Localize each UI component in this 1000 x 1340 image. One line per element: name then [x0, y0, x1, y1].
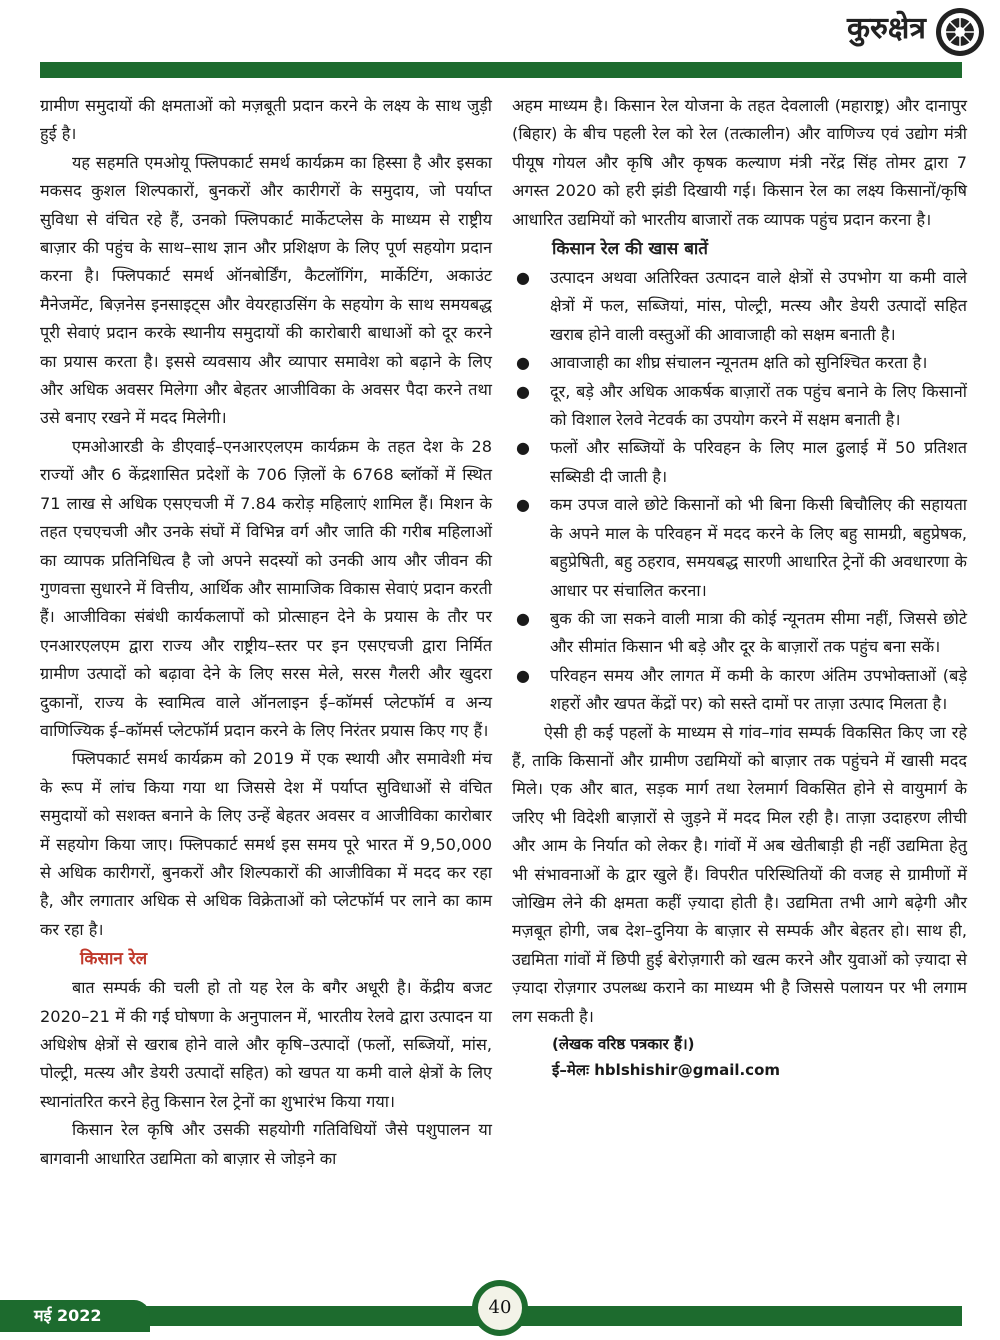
list-item-text: उत्पादन अथवा अतिरिक्त उत्पादन वाले क्षेत्रों से उपभोग या कमी वाले क्षेत्रों में फल, सब्जियां, मांस, पोल्ट्री, मत्स्य और डेयरी उत्पादों सहित खराब होने वाली वस्तुओं की आवाजाही को सक्षम बनाती है।	[550, 268, 967, 344]
list-item	[512, 662, 967, 719]
list-item-text: परिवहन समय और लागत में कमी के कारण अंतिम उपभोक्ताओं (बड़े शहरों और खपत केंद्रों पर) को सस्ते दामों पर ताज़ा उत्पाद मिलता है।	[550, 665, 967, 714]
bullet-list	[512, 264, 967, 719]
list-item-text: फलों और सब्जियों के परिवहन के लिए माल ढुलाई में 50 प्रतिशत सब्सिडी दी जाती है।	[550, 438, 967, 486]
list-item	[512, 378, 967, 435]
paragraph: फ्लिपकार्ट समर्थ कार्यक्रम को 2019 में एक स्थायी और समावेशी मंच के रूप में लांच किया गया था जिससे देश में पर्याप्त सुविधाओं से वंचित समुदायों को सशक्त बनाने के लिए उन्हें बेहतर अवसर व आजीविका कारोबार में सहयोग किया जाए। फ्लिपकार्ट समर्थ इस समय पूरे भारत में 9,50,000 से अधिक कारीगरों, बुनकरों और शिल्पकारों की आजीविका में मदद कर रहा है, और लगातार अधिक से अधिक विक्रेताओं को प्लेटफॉर्म पर लाने का काम कर रहा है।	[40, 749, 492, 939]
page-number: 40	[478, 1286, 522, 1330]
left-column	[40, 92, 492, 1173]
header-bar	[40, 62, 962, 78]
section-heading: किसान रेल की खास बातें	[552, 239, 709, 260]
right-column	[512, 92, 967, 1083]
wheel-emblem-icon	[934, 6, 986, 58]
paragraph: ऐसी ही कई पहलों के माध्यम से गांव–गांव सम्पर्क विकसित किए जा रहे हैं, ताकि किसानों और ग्रामीण उद्यमियों को बाज़ार तक पहुंचने में खासी मदद मिले। एक और बात, सड़क मार्ग तथा रेलमार्ग विकसित होने से वायुमार्ग के जरिए भी विदेशी बाज़ारों से जुड़ने में मदद मिल रही है। ताज़ा उदाहरण लीची और आम के निर्यात को लेकर है। गांवों में अब खेतीबाड़ी ही नहीं उद्यमिता हेतु भी संभावनाओं के द्वार खुले हैं। विपरीत परिस्थितियों की वजह से ग्रामीणों में जोखिम लेने की क्षमता कहीं ज़्यादा होती है। उद्यमिता तभी आगे बढ़ेगी और मज़बूत होगी, जब देश–दुनिया के बाज़ार से सम्पर्क और बेहतर हो। साथ ही, उद्यमिता गांवों में छिपी हुई बेरोज़गारी को खत्म करने और युवाओं को ज़्यादा से ज़्यादा रोज़गार उपलब्ध कराने का माध्यम भी है जिससे पलायन पर भी लगाम लग सकती है।	[512, 722, 967, 1026]
paragraph: बात सम्पर्क की चली हो तो यह रेल के बगैर अधूरी है। केंद्रीय बजट 2020–21 में की गई घोषणा के अनुपालन में, भारतीय रेलवे द्वारा उत्पादन या अधिशेष क्षेत्रों से खराब होने वाले और कृषि–उत्पादों (फलों, सब्जियों, मांस, पोल्ट्री, मत्स्य और डेयरी उत्पादों सहित) को खपत या कमी वाले क्षेत्रों के लिए स्थानांतरित करने हेतु किसान रेल ट्रेनों का शुभारंभ किया गया।	[40, 978, 492, 1111]
list-item-text: बुक की जा सकने वाली मात्रा की कोई न्यूनतम सीमा नहीं, जिससे छोटे और सीमांत किसान भी बड़े और दूर के बाज़ारों तक पहुंच बना सकें।	[550, 608, 967, 657]
paragraph: ग्रामीण समुदायों की क्षमताओं को मज़बूती प्रदान करने के लक्ष्य के साथ जुड़ी हुई है।	[40, 96, 492, 144]
list-item	[512, 605, 967, 662]
magazine-title: कुरुक्षेत्र	[846, 11, 926, 46]
list-item	[512, 264, 967, 349]
paragraph: अहम माध्यम है। किसान रेल योजना के तहत देवलाली (महाराष्ट्र) और दानापुर (बिहार) के बीच पहली रेल को रेल (तत्कालीन) और वाणिज्य एवं उद्योग मंत्री पीयूष गोयल और कृषि और कृषक कल्याण मंत्री नरेंद्र सिंह तोमर द्वारा 7 अगस्त 2020 को हरी झंडी दिखायी गई। किसान रेल का लक्ष्य किसानों/कृषि आधारित उद्यमियों को भारतीय बाजारों तक व्यापक पहुंच प्रदान करना है।	[512, 96, 967, 229]
bullet-icon: ●	[516, 353, 530, 373]
bullet-icon: ●	[516, 495, 530, 515]
author-note: (लेखक वरिष्ठ पत्रकार हैं।)	[552, 1035, 695, 1053]
section-heading: किसान रेल	[80, 949, 148, 970]
list-item	[512, 434, 967, 491]
bullet-icon: ●	[516, 438, 530, 458]
paragraph: यह सहमति एमओयू फ्लिपकार्ट समर्थ कार्यक्रम का हिस्सा है और इसका मकसद कुशल शिल्पकारों, बुनकरों और कारीगरों के समुदाय, जो पर्याप्त सुविधा से वंचित रहे हैं, उनको फ्लिपकार्ट मार्केटप्लेस के माध्यम से राष्ट्रीय बाज़ार की पहुंच के साथ–साथ ज्ञान और प्रशिक्षण के लिए पूर्ण सहयोग प्रदान करना है। फ्लिपकार्ट समर्थ ऑनबोर्डिंग, कैटलॉगिंग, मार्केटिंग, अकाउंट मैनेजमेंट, बिज़नेस इनसाइट्स और वेयरहाउसिंग के सहयोग के साथ समयबद्ध पूरी सेवाएं प्रदान करके स्थानीय समुदायों की कारोबारी बाधाओं को दूर करने का प्रयास करता है। इससे व्यवसाय और व्यापार समावेश को बढ़ाने के लिए और अधिक अवसर मिलेगा और बेहतर आजीविका के अवसर पैदा करने तथा उसे बनाए रखने में मदद मिलेगी।	[40, 152, 492, 428]
paragraph: किसान रेल कृषि और उसकी सहयोगी गतिविधियों जैसे पशुपालन या बागवानी आधारित उद्यमिता को बाज़ार से जोड़ने का	[40, 1120, 492, 1168]
page-number-badge	[472, 1280, 528, 1336]
issue-date: मई 2022	[0, 1300, 150, 1332]
list-item	[512, 491, 967, 605]
list-item-text: कम उपज वाले छोटे किसानों को भी बिना किसी बिचौलिए की सहायता के अपने माल के परिवहन में मदद करने के लिए बहु सामग्री, बहुप्रेषक, बहुप्रेषिती, बहु ठहराव, समयबद्ध सारणी आधारित ट्रेनों की अवधारणा के आधार पर संचालित करना।	[550, 495, 967, 600]
list-item-text: आवाजाही का शीघ्र संचालन न्यूनतम क्षति को सुनिश्चित करता है।	[550, 353, 928, 373]
bullet-icon: ●	[516, 608, 530, 628]
bullet-icon: ●	[516, 268, 530, 288]
author-email: ई–मेलः hblshishir@gmail.com	[552, 1061, 781, 1079]
paragraph: एमओआरडी के डीएवाई–एनआरएलएम कार्यक्रम के तहत देश के 28 राज्यों और 6 केंद्रशासित प्रदेशों के 706 ज़िलों के 6768 ब्लॉकों में स्थित 71 लाख से अधिक एसएचजी में 7.84 करोड़ महिलाएं शामिल हैं। मिशन के तहत एचएचजी और उनके संघों में विभिन्न वर्ग और जाति की गरीब महिलाओं का व्यापक प्रतिनिधित्व है जो अपने सदस्यों को उनकी आय और जीवन की गुणवत्ता सुधारने में वित्तीय, आर्थिक और सामाजिक विकास सेवाएं प्रदान करती हैं। आजीविका संबंधी कार्यकलापों को प्रोत्साहन देने के प्रयास के तौर पर एनआरएलएम द्वारा राज्य और राष्ट्रीय–स्तर पर इन एसएचजी द्वारा निर्मित ग्रामीण उत्पादों को बढ़ावा देने के लिए सरस मेले, सरस गैलरी और खुदरा दुकानों, राज्य के स्वामित्व वाले ऑनलाइन ई–कॉमर्स प्लेटफॉर्म व अन्य वाणिज्यिक ई–कॉमर्स प्लेटफॉर्म प्रदान करने के लिए निरंतर प्रयास किए गए हैं।	[40, 436, 492, 740]
list-item	[512, 349, 967, 377]
bullet-icon: ●	[516, 665, 530, 685]
list-item-text: दूर, बड़े और अधिक आकर्षक बाज़ारों तक पहुंच बनाने के लिए किसानों को विशाल रेलवे नेटवर्क का उपयोग करने में सक्षम बनाती है।	[550, 381, 967, 430]
bullet-icon: ●	[516, 381, 530, 401]
